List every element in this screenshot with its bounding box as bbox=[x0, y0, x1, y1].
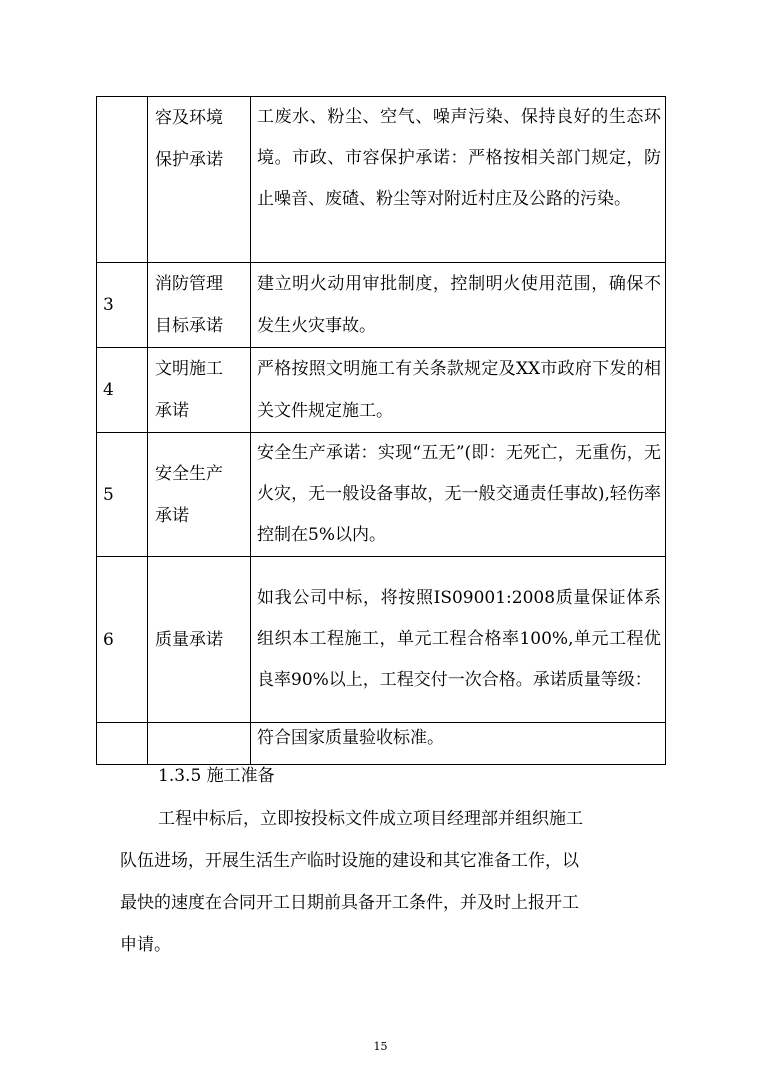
row-label bbox=[148, 433, 251, 557]
row-label bbox=[148, 263, 251, 348]
row-content: 符合国家质量验收标准。 bbox=[251, 723, 666, 765]
table-row bbox=[97, 348, 666, 433]
row-label-line: 保护承诺 bbox=[155, 150, 223, 170]
row-label bbox=[148, 557, 251, 723]
row-label-line: 消防管理 bbox=[155, 274, 223, 294]
row-label-line: 文明施工 bbox=[155, 359, 223, 379]
row-number: 4 bbox=[97, 348, 148, 433]
row-label-line: 质量承诺 bbox=[155, 629, 223, 650]
row-number bbox=[97, 723, 148, 765]
row-content: 安全生产承诺：实现“五无”(即：无死亡，无重伤，无火灾，无一般设备事故，无一般交通责任事故),轻伤率控制在5%以内。 bbox=[251, 433, 666, 557]
row-label-line: 目标承诺 bbox=[155, 316, 223, 336]
row-number bbox=[97, 97, 148, 263]
row-content: 严格按照文明施工有关条款规定及XX市政府下发的相关文件规定施工。 bbox=[251, 348, 666, 433]
row-number: 6 bbox=[97, 557, 148, 723]
commitment-table bbox=[96, 96, 666, 765]
table-row bbox=[97, 433, 666, 557]
section-paragraph bbox=[120, 798, 640, 966]
row-content: 建立明火动用审批制度，控制明火使用范围，确保不发生火灾事故。 bbox=[251, 263, 666, 348]
paragraph-line: 最快的速度在合同开工日期前具备开工条件，并及时上报开工 bbox=[120, 893, 579, 913]
row-label-line: 安全生产 bbox=[155, 463, 223, 484]
row-content: 如我公司中标，将按照IS09001:2008质量保证体系组织本工程施工，单元工程合格率100%,单元工程优良率90%以上，工程交付一次合格。承诺质量等级： bbox=[251, 557, 666, 723]
table-row bbox=[97, 557, 666, 723]
row-label-line: 承诺 bbox=[155, 401, 189, 421]
row-label-line: 承诺 bbox=[155, 505, 189, 526]
paragraph-line: 工程中标后，立即按投标文件成立项目经理部并组织施工 bbox=[158, 809, 583, 829]
table-row bbox=[97, 97, 666, 263]
row-label-line: 容及环境 bbox=[155, 108, 223, 128]
row-number: 5 bbox=[97, 433, 148, 557]
section-heading: 1.3.5 施工准备 bbox=[158, 766, 275, 786]
table-row bbox=[97, 723, 666, 765]
row-label bbox=[148, 723, 251, 765]
row-number: 3 bbox=[97, 263, 148, 348]
row-content: 工废水、粉尘、空气、噪声污染、保持良好的生态环境。市政、市容保护承诺：严格按相关部门规定，防止噪音、废碴、粉尘等对附近村庄及公路的污染。 bbox=[251, 97, 666, 263]
row-label bbox=[148, 348, 251, 433]
paragraph-line: 队伍进场，开展生活生产临时设施的建设和其它准备工作，以 bbox=[120, 851, 579, 871]
paragraph-line: 申请。 bbox=[120, 935, 171, 955]
table-row bbox=[97, 263, 666, 348]
page-number: 15 bbox=[373, 1040, 388, 1053]
row-label bbox=[148, 97, 251, 263]
